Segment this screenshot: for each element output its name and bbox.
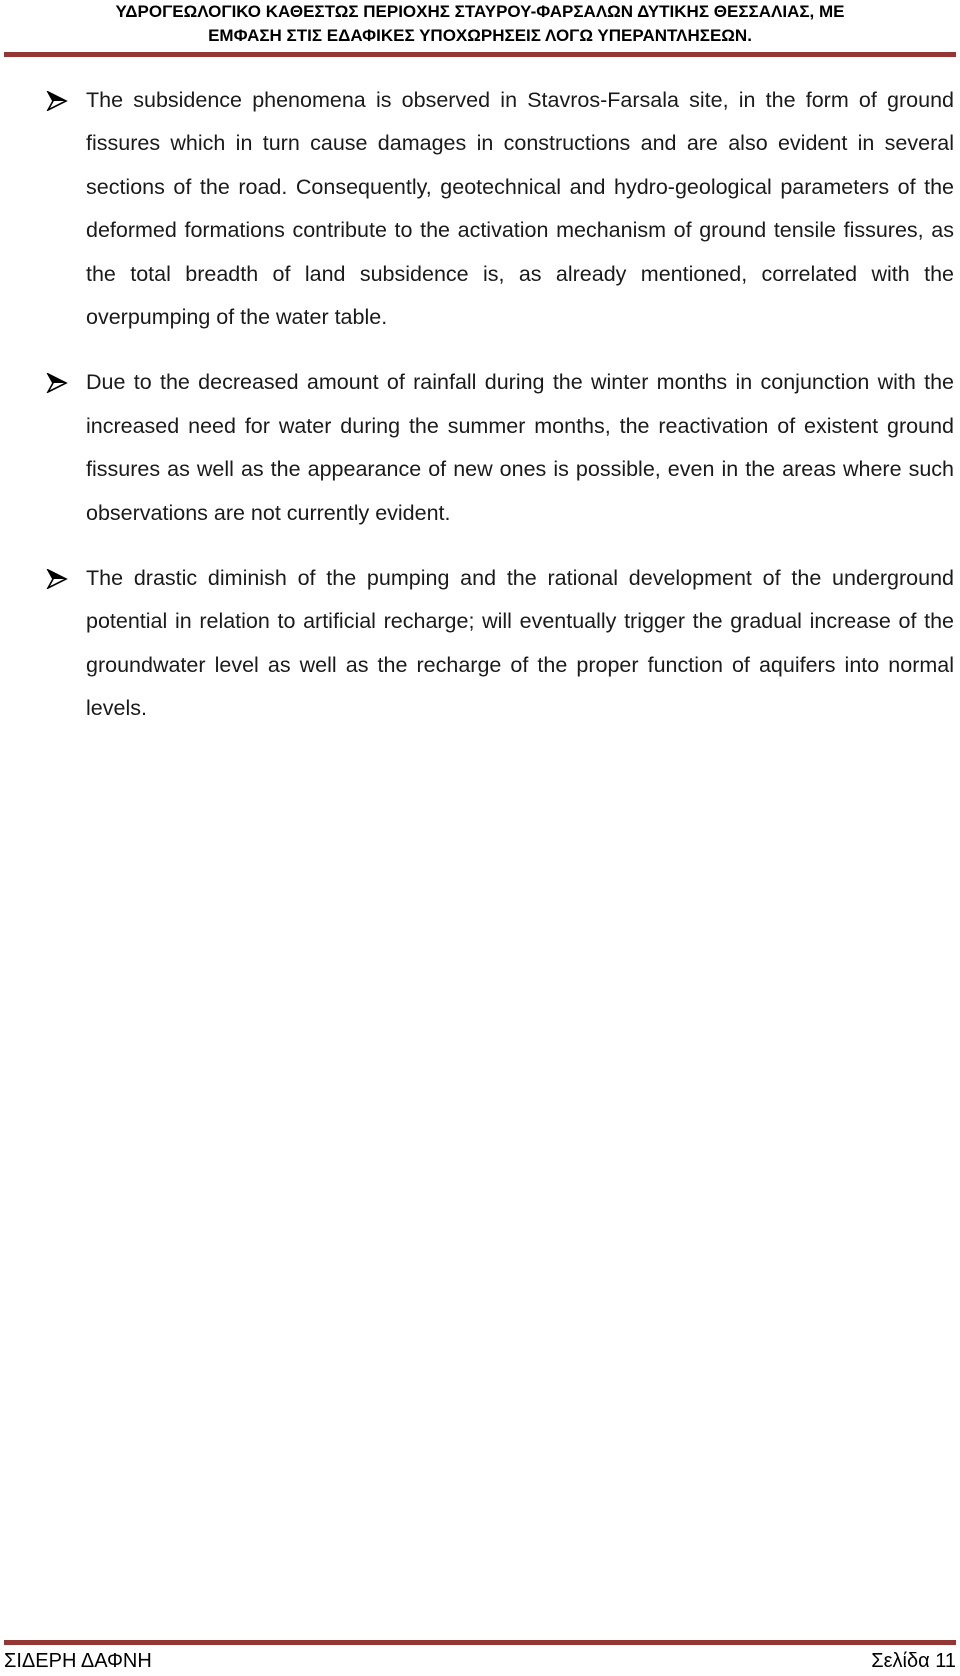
bullet-text: The subsidence phenomena is observed in Stavros-Farsala site, in the form of ground fissures which in turn cause damages in constructions and are also evident in several sections of the road. Consequently, geotechnical and hydro-geological parameters of the deformed formations contribute to the activation mechanism of ground tensile fissures, as the total breadth of land subsidence is, as already mentioned, correlated with the overpumping of the water table. <box>86 88 954 330</box>
arrow-bullet-icon <box>46 91 68 111</box>
page-header <box>0 0 960 48</box>
header-title-line-2: ΕΜΦΑΣΗ ΣΤΙΣ ΕΔΑΦΙΚΕΣ ΥΠΟΧΩΡΗΣΕΙΣ ΛΟΓΩ ΥΠΕΡΑΝΤΛΗΣΕΩΝ. <box>208 26 752 45</box>
arrow-bullet-icon <box>46 569 68 589</box>
document-body <box>46 79 954 753</box>
footer-divider <box>4 1640 956 1645</box>
bullet-text: The drastic diminish of the pumping and the rational development of the underground potential in relation to artificial recharge; will eventually trigger the gradual increase of the groundwater level as well as the recharge of the proper function of aquifers into normal levels. <box>86 566 954 721</box>
page-number: Σελίδα 11 <box>871 1650 956 1672</box>
bullet-item <box>46 361 954 535</box>
bullet-text: Due to the decreased amount of rainfall during the winter months in conjunction with the increased need for water during the summer months, the reactivation of existent ground fissures as well as the appearance of new ones is possible, even in the areas where such observations are not currently evident. <box>86 370 954 525</box>
header-divider <box>4 52 956 57</box>
bullet-item <box>46 557 954 731</box>
bullet-item <box>46 79 954 339</box>
footer-author: ΣΙΔΕΡΗ ΔΑΦΝΗ <box>4 1650 152 1672</box>
arrow-bullet-icon <box>46 373 68 393</box>
header-title-line-1: ΥΔΡΟΓΕΩΛΟΓΙΚΟ ΚΑΘΕΣΤΩΣ ΠΕΡΙΟΧΗΣ ΣΤΑΥΡΟΥ-ΦΑΡΣΑΛΩΝ ΔΥΤΙΚΗΣ ΘΕΣΣΑΛΙΑΣ, ΜΕ <box>115 2 845 21</box>
